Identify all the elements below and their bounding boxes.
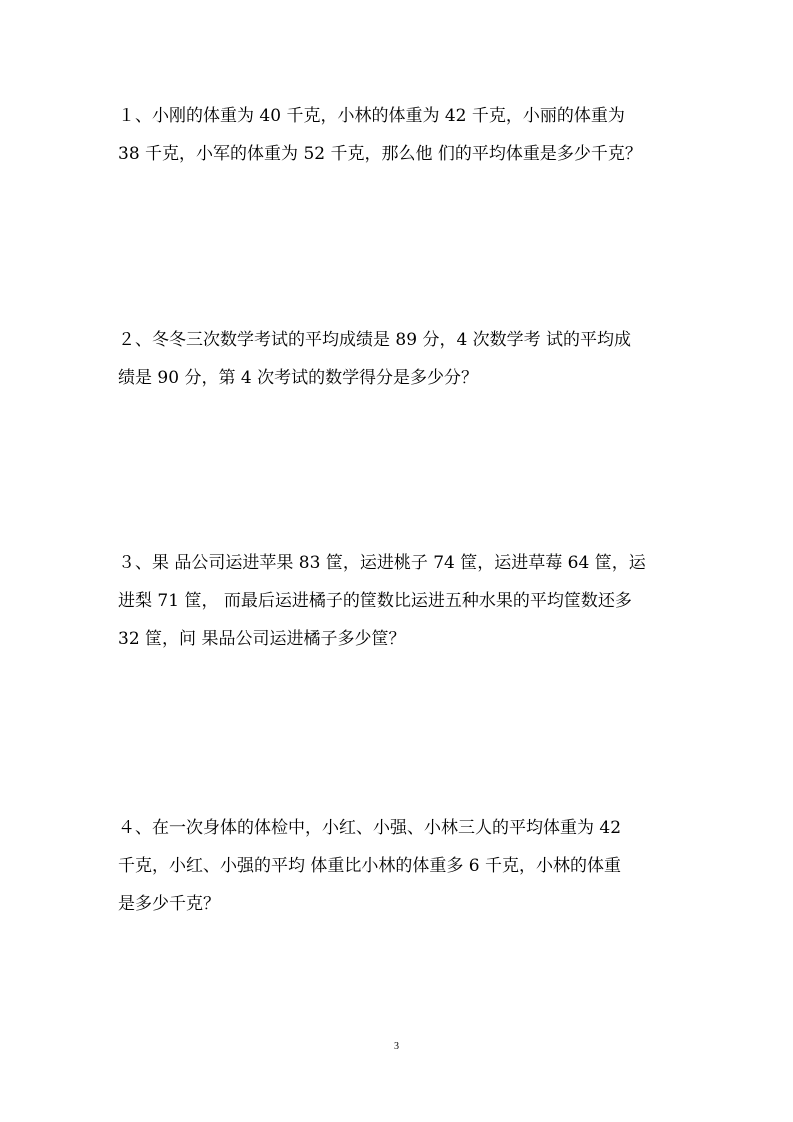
problem-1-line-1: １、小刚的体重为 40 千克，小林的体重为 42 千克，小丽的体重为 bbox=[118, 106, 625, 126]
problem-4-line-3: 是多少千克？ bbox=[118, 894, 220, 914]
problem-3-line-1: ３、果 品公司运进苹果 83 筐，运进桃子 74 筐，运进草莓 64 筐，运 bbox=[118, 553, 646, 573]
problem-3 bbox=[118, 544, 683, 658]
page-number: 3 bbox=[394, 1041, 399, 1052]
problem-1-line-2: 38 千克，小军的体重为 52 千克，那么他 们的平均体重是多少千克？ bbox=[118, 144, 642, 164]
problem-2-line-2: 绩是 90 分，第 4 次考试的数学得分是多少分？ bbox=[118, 368, 479, 388]
problem-2 bbox=[118, 321, 683, 397]
problem-4-line-1: ４、在一次身体的体检中，小红、小强、小林三人的平均体重为 42 bbox=[118, 818, 622, 838]
problem-1 bbox=[118, 97, 683, 173]
problem-3-line-3: 32 筐，问 果品公司运进橘子多少筐？ bbox=[118, 629, 406, 649]
problem-4-line-2: 千克，小红、小强的平均 体重比小林的体重多 6 千克，小林的体重 bbox=[118, 856, 622, 876]
problem-4 bbox=[118, 809, 683, 923]
problem-3-line-2: 进梨 71 筐， 而最后运进橘子的筐数比运进五种水果的平均筐数还多 bbox=[118, 591, 632, 611]
problem-2-line-1: ２、冬冬三次数学考试的平均成绩是 89 分，4 次数学考 试的平均成 bbox=[118, 330, 632, 350]
